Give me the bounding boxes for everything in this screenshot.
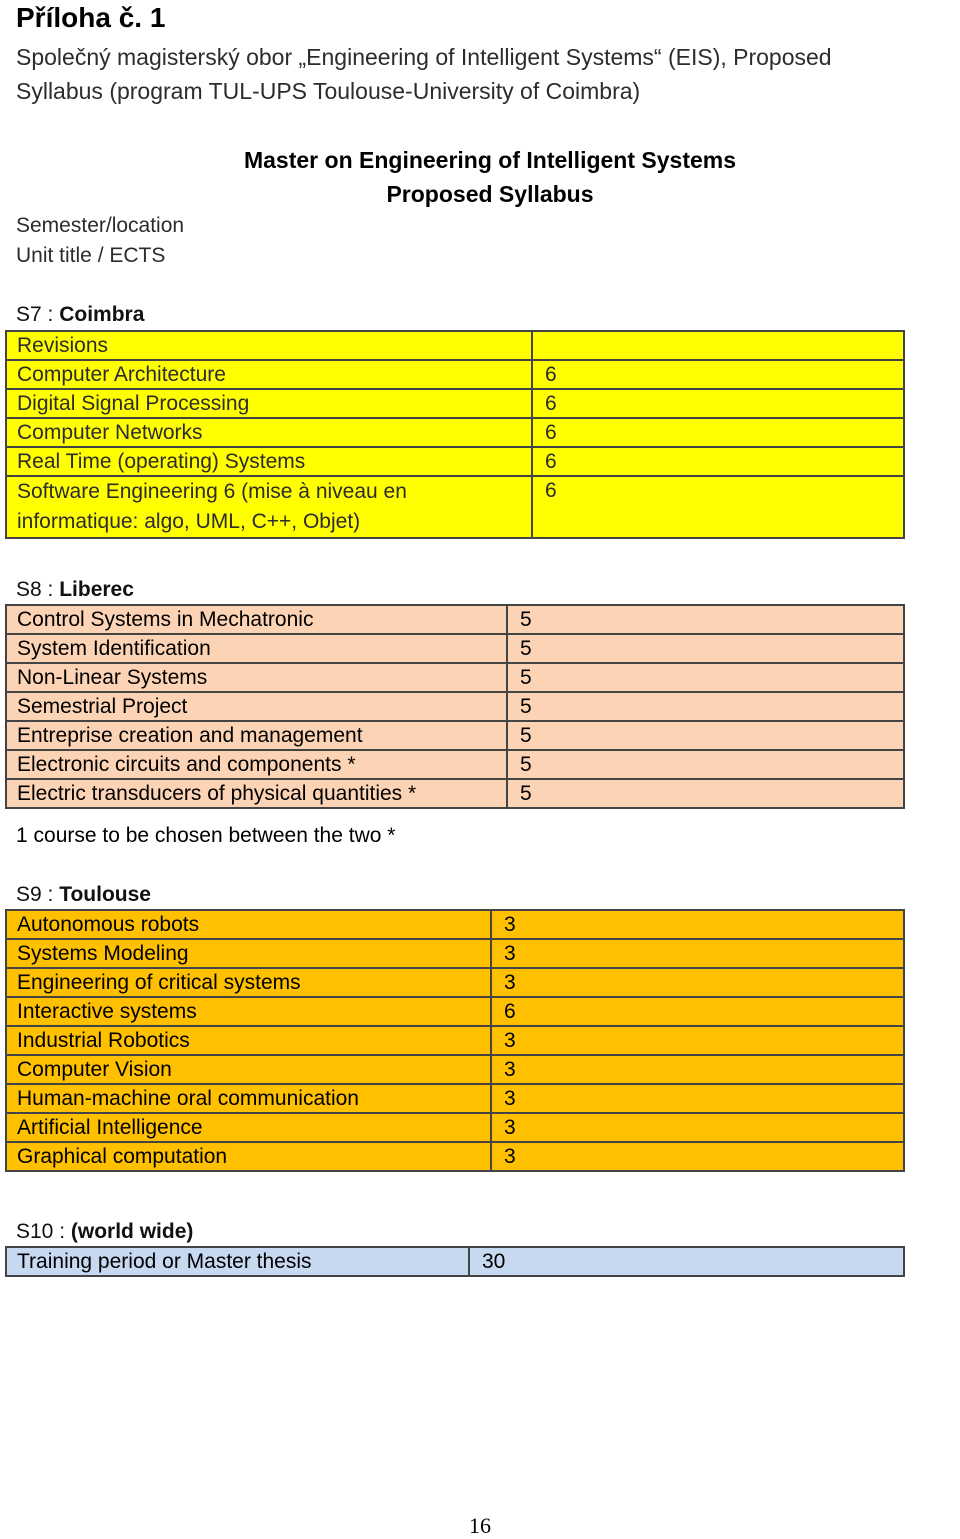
syllabus-title: Master on Engineering of Intelligent Systems [243, 147, 737, 173]
course-title: Graphical computation [6, 1142, 491, 1171]
semester-location: Liberec [59, 578, 134, 601]
course-title: Electronic circuits and components * [6, 750, 507, 779]
semester-label: S8 : [16, 578, 54, 601]
semester-s8-heading [16, 575, 134, 605]
table-row [6, 721, 904, 750]
table-row [6, 418, 904, 447]
table-row [6, 605, 904, 634]
semester-s7-heading [16, 300, 144, 330]
semester-s9-heading [16, 880, 151, 910]
course-ects: 3 [491, 910, 904, 939]
course-ects: 30 [469, 1247, 904, 1276]
table-row [6, 910, 904, 939]
course-ects: 6 [532, 389, 904, 418]
course-title: Computer Vision [6, 1055, 491, 1084]
course-title: Artificial Intelligence [6, 1113, 491, 1142]
course-title: Software Engineering 6 (mise à niveau en informatique: algo, UML, C++, Objet) [6, 476, 532, 538]
course-title: Systems Modeling [6, 939, 491, 968]
table-row [6, 1113, 904, 1142]
s9-course-table [5, 909, 905, 1172]
course-title: Digital Signal Processing [6, 389, 532, 418]
course-ects: 6 [532, 418, 904, 447]
course-ects: 3 [491, 1055, 904, 1084]
semester-label: S7 : [16, 303, 54, 326]
course-title: Engineering of critical systems [6, 968, 491, 997]
unit-ects-label: Unit title / ECTS [16, 244, 166, 267]
elective-note: 1 course to be chosen between the two * [16, 824, 396, 847]
annex-heading: Příloha č. 1 [16, 2, 166, 33]
table-row [6, 360, 904, 389]
course-ects: 6 [532, 447, 904, 476]
table-row [6, 939, 904, 968]
course-ects: 5 [507, 721, 904, 750]
course-title: Industrial Robotics [6, 1026, 491, 1055]
table-row [6, 331, 904, 360]
table-row [6, 476, 904, 538]
course-title: Computer Networks [6, 418, 532, 447]
course-ects: 5 [507, 634, 904, 663]
course-ects: 3 [491, 1084, 904, 1113]
table-row [6, 634, 904, 663]
semester-location-label: Semester/location [16, 214, 185, 237]
semester-label: S9 : [16, 883, 54, 906]
table-row [6, 389, 904, 418]
course-title: Control Systems in Mechatronic [6, 605, 507, 634]
semester-location: (world wide) [70, 1220, 194, 1243]
table-row [6, 1247, 904, 1276]
course-title: Revisions [6, 331, 532, 360]
table-row [6, 692, 904, 721]
course-title: Training period or Master thesis [6, 1247, 469, 1276]
course-ects: 3 [491, 1142, 904, 1171]
course-title: Computer Architecture [6, 360, 532, 389]
course-ects: 6 [491, 997, 904, 1026]
course-ects: 6 [532, 360, 904, 389]
course-ects [532, 331, 904, 360]
syllabus-subtitle: Proposed Syllabus [386, 181, 594, 207]
course-title: Interactive systems [6, 997, 491, 1026]
course-ects: 3 [491, 968, 904, 997]
course-title: Semestrial Project [6, 692, 507, 721]
table-row [6, 779, 904, 808]
course-ects: 5 [507, 605, 904, 634]
semester-label: S10 : [16, 1220, 66, 1243]
course-ects: 5 [507, 779, 904, 808]
s10-course-table [5, 1246, 905, 1277]
table-row [6, 750, 904, 779]
table-row [6, 1055, 904, 1084]
course-ects: 5 [507, 692, 904, 721]
course-ects: 3 [491, 939, 904, 968]
table-row [6, 1084, 904, 1113]
table-row [6, 663, 904, 692]
course-ects: 6 [532, 476, 904, 538]
course-title: Real Time (operating) Systems [6, 447, 532, 476]
table-row [6, 997, 904, 1026]
semester-s10-heading [16, 1217, 193, 1247]
page-number: 16 [469, 1513, 491, 1538]
s8-course-table [5, 604, 905, 809]
course-ects: 3 [491, 1026, 904, 1055]
semester-location: Toulouse [59, 883, 151, 906]
course-title: Autonomous robots [6, 910, 491, 939]
course-ects: 3 [491, 1113, 904, 1142]
intro-line-1: Společný magisterský obor „Engineering of Intelligent Systems“ (EIS), Proposed [16, 44, 832, 70]
table-row [6, 447, 904, 476]
s7-course-table [5, 330, 905, 539]
course-ects: 5 [507, 663, 904, 692]
intro-line-2: Syllabus (program TUL-UPS Toulouse-University of Coimbra) [16, 78, 641, 104]
course-ects: 5 [507, 750, 904, 779]
table-row [6, 968, 904, 997]
table-row [6, 1142, 904, 1171]
course-title: Electric transducers of physical quantities * [6, 779, 507, 808]
course-title: Non-Linear Systems [6, 663, 507, 692]
table-row [6, 1026, 904, 1055]
course-title: System Identification [6, 634, 507, 663]
course-title: Human-machine oral communication [6, 1084, 491, 1113]
course-title: Entreprise creation and management [6, 721, 507, 750]
semester-location: Coimbra [59, 303, 145, 326]
